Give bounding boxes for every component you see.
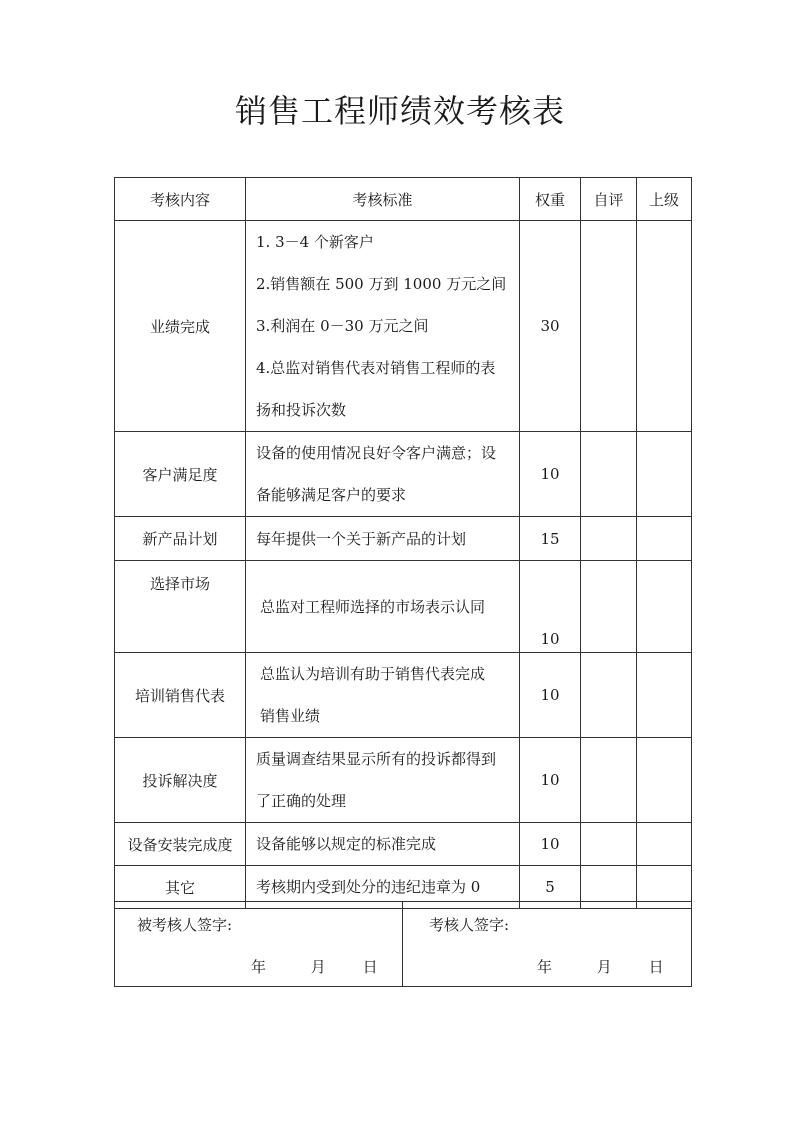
row-content: 选择市场 [115,561,246,653]
row-weight: 10 [520,738,581,823]
superior-evaluation-cell[interactable] [637,561,692,653]
row-content: 业绩完成 [115,221,246,432]
standard-line: 4.总监对销售代表对销售工程师的表 [256,359,496,377]
row-standard [246,738,520,823]
table-row [115,653,692,738]
standard-line: 销售业绩 [260,707,321,725]
header-self-evaluation: 自评 [581,178,637,221]
self-evaluation-cell[interactable] [581,653,637,738]
table-row [115,517,692,561]
row-standard [246,561,520,653]
assessment-table [114,177,692,909]
superior-evaluation-cell[interactable] [637,432,692,517]
self-evaluation-cell[interactable] [581,823,637,866]
row-content: 设备安装完成度 [115,823,246,866]
assessee-signature-label: 被考核人签字: [137,916,233,934]
signature-table [114,901,692,987]
standard-line: 设备的使用情况良好令客户满意；设 [256,444,497,462]
page-title: 销售工程师绩效考核表 [234,92,565,130]
assessor-signature-label: 考核人签字: [429,916,510,934]
standard-line: 了正确的处理 [256,792,347,810]
superior-evaluation-cell[interactable] [637,517,692,561]
standard-line: 扬和投诉次数 [256,401,347,419]
standard-line: 考核期内受到处分的违纪违章为 0 [256,878,481,896]
superior-evaluation-cell[interactable] [637,221,692,432]
row-standard [246,823,520,866]
row-standard [246,432,520,517]
row-content: 客户满足度 [115,432,246,517]
standard-line: 总监对工程师选择的市场表示认同 [260,597,486,616]
self-evaluation-cell[interactable] [581,432,637,517]
assessor-date [537,956,664,977]
row-content: 培训销售代表 [115,653,246,738]
table-row [115,561,692,653]
row-standard [246,221,520,432]
table-row [115,823,692,866]
assessee-date [251,956,378,977]
table-row [115,221,692,432]
row-weight: 5 [520,866,581,909]
row-weight: 10 [520,653,581,738]
header-superior: 上级 [637,178,692,221]
superior-evaluation-cell[interactable] [637,738,692,823]
year-label: 年 [251,958,267,976]
table-row [115,432,692,517]
standard-line: 设备能够以规定的标准完成 [256,835,437,853]
month-label: 月 [310,958,326,976]
month-label: 月 [596,958,612,976]
header-row [115,178,692,221]
row-content: 新产品计划 [115,517,246,561]
header-standard: 考核标准 [246,178,520,221]
year-label: 年 [537,958,553,976]
self-evaluation-cell[interactable] [581,517,637,561]
standard-line: 1. 3－4 个新客户 [256,233,374,251]
row-standard [246,653,520,738]
header-content: 考核内容 [115,178,246,221]
self-evaluation-cell[interactable] [581,221,637,432]
self-evaluation-cell[interactable] [581,738,637,823]
row-content: 其它 [115,866,246,909]
standard-line: 质量调查结果显示所有的投诉都得到 [256,750,497,768]
superior-evaluation-cell[interactable] [637,823,692,866]
standard-line: 备能够满足客户的要求 [256,486,407,504]
row-weight: 10 [520,823,581,866]
day-label: 日 [362,958,378,976]
standard-line: 总监认为培训有助于销售代表完成 [260,665,486,683]
standard-line: 3.利润在 0－30 万元之间 [256,317,429,335]
table-row [115,738,692,823]
assessor-signature-area[interactable] [403,902,692,987]
standard-line: 2.销售额在 500 万到 1000 万元之间 [256,275,507,293]
standard-line: 每年提供一个关于新产品的计划 [256,529,467,548]
self-evaluation-cell[interactable] [581,561,637,653]
header-weight: 权重 [520,178,581,221]
row-weight: 30 [520,221,581,432]
row-content: 投诉解决度 [115,738,246,823]
row-standard [246,517,520,561]
assessee-signature-area[interactable] [115,902,403,987]
row-weight: 15 [520,517,581,561]
superior-evaluation-cell[interactable] [637,653,692,738]
day-label: 日 [648,958,664,976]
row-weight: 10 [520,432,581,517]
row-weight: 10 [520,561,581,653]
